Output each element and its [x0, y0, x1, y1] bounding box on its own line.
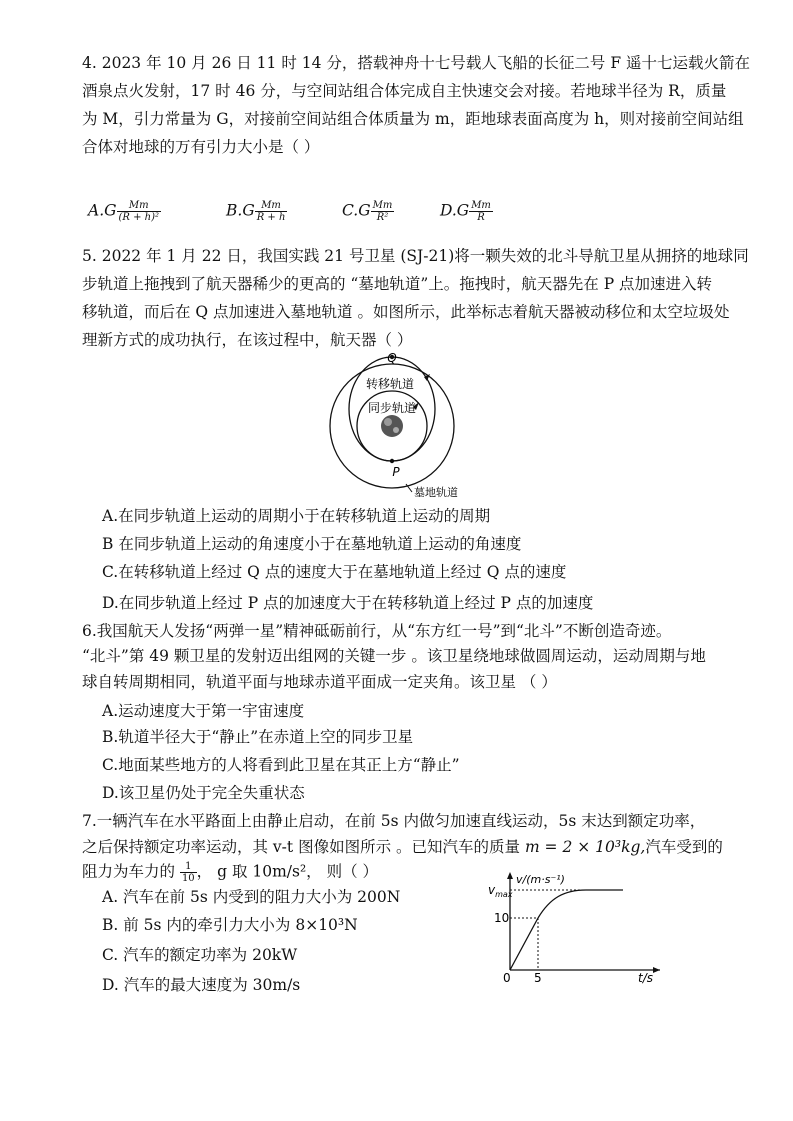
q6-option-a[interactable]: A.运动速度大于第一宇宙速度: [102, 702, 305, 720]
q7-option-b[interactable]: B. 前 5s 内的牵引力大小为 8×10³N: [102, 916, 358, 934]
label-sync: 同步轨道: [367, 401, 417, 415]
x-tick-5: 5: [534, 971, 542, 985]
q4-option-b[interactable]: B.G $\frac{Mm}{R + h}$: [226, 200, 286, 223]
q4-line-3: 为 M，引力常量为 G，对接前空间站组合体质量为 m，距地球表面高度为 h，则对接前空间站组: [82, 110, 744, 128]
q5-line-2: 步轨道上拖拽到了航天器稀少的更高的 “墓地轨道”上。拖拽时，航天器先在 P 点加速进入转: [82, 275, 713, 293]
q7-line-2: 之后保持额定功率运动，其 v-t 图像如图所示 。已知汽车的质量 m = 2 × 10³kg,汽车受到的: [82, 838, 723, 856]
q4-option-a[interactable]: A.G $\frac{Mm}{\text{(R + h)²}}$: [88, 200, 160, 223]
vmax-label: $v_{max}$: [488, 883, 513, 899]
label-grave: 墓地轨道: [414, 486, 458, 499]
y-tick-10: 10: [494, 911, 510, 925]
q5-line-4: 理新方式的成功执行，在该过程中，航天器（ ）: [82, 331, 413, 349]
q6-line-1: 6.我国航天人发扬“两弹一星”精神砥砺前行，从“东方红一号”到“北斗”不断创造奇迹。: [82, 622, 672, 640]
q6-line-3: 球自转周期相同，轨道平面与地球赤道平面成一定夹角。该卫星 （ ）: [82, 673, 557, 691]
point-p: [390, 459, 394, 463]
vt-graph: [488, 866, 668, 986]
q4-line-2: 酒泉点火发射，17 时 46 分，与空间站组合体完成自主快速交会对接。若地球半径为 R，质量: [82, 82, 727, 100]
label-q: Q: [387, 351, 397, 365]
x-axis-arrow-icon: [653, 967, 660, 973]
q6-option-d[interactable]: D.该卫星仍处于完全失重状态: [102, 784, 305, 802]
q4-option-d[interactable]: D.G $\frac{Mm}{R}$: [440, 200, 491, 223]
q7-option-a[interactable]: A. 汽车在前 5s 内受到的阻力大小为 200N: [102, 888, 401, 906]
acceleration-segment: [510, 918, 538, 970]
q4-line-1: 4. 2023 年 10 月 26 日 11 时 14 分，搭载神舟十七号载人飞船的长征二号 F 遥十七运载火箭在: [82, 54, 751, 72]
origin-label: 0: [503, 971, 511, 985]
orbit-diagram: [320, 350, 470, 500]
y-axis-label: v/(m·s⁻¹): [516, 873, 565, 886]
earth-icon: [381, 415, 403, 437]
q6-option-b[interactable]: B.轨道半径大于“静止”在赤道上空的同步卫星: [102, 728, 414, 746]
q7-option-c[interactable]: C. 汽车的额定功率为 20kW: [102, 946, 298, 964]
q5-option-b[interactable]: B 在同步轨道上运动的角速度小于在墓地轨道上运动的角速度: [102, 535, 522, 553]
q7-line-3: 阻力为车力的 $\frac{1}{10}$ ， g 取 10m/s²， 则（ ）: [82, 861, 379, 884]
q5-line-3: 移轨道，而后在 Q 点加速进入墓地轨道 。如图所示，此举标志着航天器被动移位和太空垃圾处: [82, 303, 730, 321]
label-p: P: [392, 465, 400, 479]
q6-option-c[interactable]: C.地面某些地方的人将看到此卫星在其正上方“静止”: [102, 756, 460, 774]
q5-option-a[interactable]: A.在同步轨道上运动的周期小于在转移轨道上运动的周期: [102, 507, 491, 525]
q5-option-d[interactable]: D.在同步轨道上经过 P 点的加速度大于在转移轨道上经过 P 点的加速度: [102, 594, 594, 612]
q4-option-c[interactable]: C.G $\frac{Mm}{\text{R²}}$: [342, 200, 393, 223]
power-curve: [538, 890, 623, 918]
label-transfer: 转移轨道: [365, 377, 415, 391]
q7-line-1: 7.一辆汽车在水平路面上由静止启动，在前 5s 内做匀加速直线运动，5s 末达到额定功率，: [82, 812, 706, 830]
q6-line-2: “北斗”第 49 颗卫星的发射迈出组网的关键一步 。该卫星绕地球做圆周运动，运动周期与地: [82, 647, 706, 665]
y-axis-arrow-icon: [507, 872, 513, 879]
q7-option-d[interactable]: D. 汽车的最大速度为 30m/s: [102, 976, 301, 994]
q5-line-1: 5. 2022 年 1 月 22 日，我国实践 21 号卫星 (SJ-21)将一颗失效的北斗导航卫星从拥挤的地球同: [82, 247, 749, 265]
q4-line-4: 合体对地球的万有引力大小是（ ）: [82, 138, 320, 156]
q5-option-c[interactable]: C.在转移轨道上经过 Q 点的速度大于在墓地轨道上经过 Q 点的速度: [102, 563, 567, 581]
x-axis-label: t/s: [638, 971, 653, 985]
